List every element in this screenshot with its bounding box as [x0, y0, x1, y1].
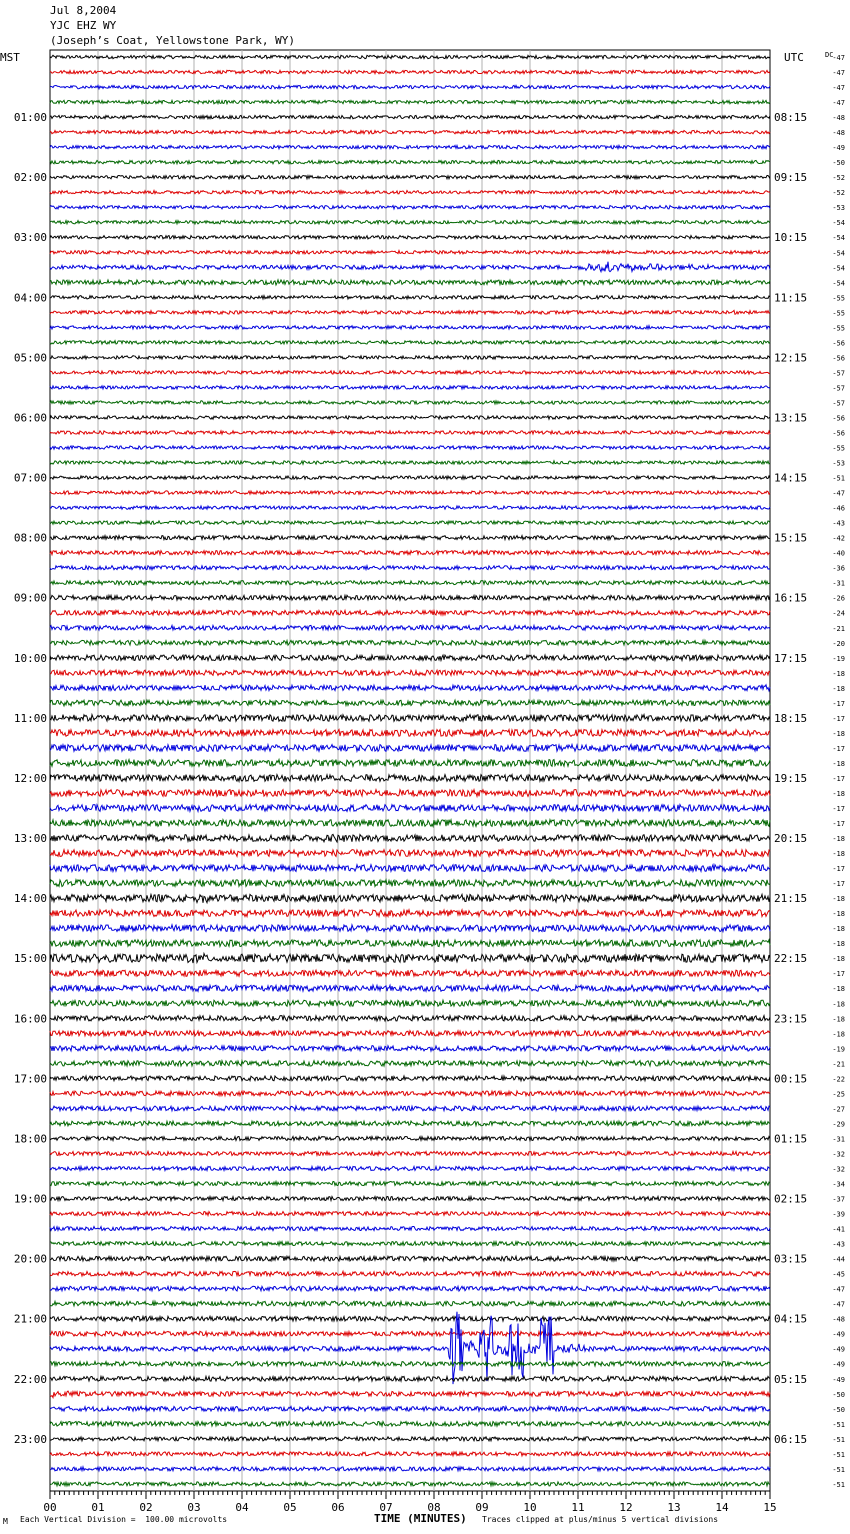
dc-offset-label: -45 — [832, 1270, 845, 1279]
trace-line — [50, 206, 770, 209]
dc-offset-label: -19 — [832, 1045, 845, 1054]
dc-offset-label: -51 — [832, 1465, 845, 1474]
utc-hour-label: 23:15 — [774, 1012, 808, 1026]
dc-offset-label: -31 — [832, 1135, 845, 1144]
dc-offset-label: -18 — [832, 955, 845, 964]
x-tick-label: 15 — [763, 1501, 777, 1514]
trace-line — [50, 1437, 770, 1441]
utc-hour-label: 10:15 — [774, 231, 808, 245]
trace-line — [50, 760, 770, 767]
trace-line — [50, 1121, 770, 1126]
trace-line — [50, 1242, 770, 1246]
trace-line — [50, 1467, 770, 1471]
dc-offset-label: -18 — [832, 835, 845, 844]
utc-hour-label: 16:15 — [774, 591, 808, 605]
trace-line — [50, 670, 770, 675]
mst-hour-label: 09:00 — [13, 591, 47, 605]
trace-line — [50, 70, 770, 73]
dc-offset-label: -55 — [832, 309, 845, 318]
dc-offset-label: -57 — [832, 384, 845, 393]
x-axis-label: TIME (MINUTES) — [374, 1512, 467, 1525]
dc-offset-label: -50 — [832, 159, 845, 168]
trace-line — [50, 910, 770, 917]
utc-hour-label: 00:15 — [774, 1072, 808, 1086]
dc-offset-label: -48 — [832, 114, 845, 123]
dc-offset-label: -18 — [832, 789, 845, 798]
trace-line — [50, 1196, 770, 1200]
x-tick-label: 09 — [475, 1501, 489, 1514]
trace-line — [50, 476, 770, 479]
dc-offset-label: -21 — [832, 624, 845, 633]
trace-line — [50, 581, 770, 585]
clip-text: Traces clipped at plus/minus 5 vertical divisions — [482, 1515, 719, 1524]
trace-line — [50, 521, 770, 524]
x-tick-label: 12 — [619, 1501, 633, 1514]
dc-offset-label: -25 — [832, 1090, 845, 1099]
utc-hour-label: 22:15 — [774, 952, 808, 966]
trace-line — [50, 1031, 770, 1036]
trace-line — [50, 536, 770, 540]
dc-offset-label: -47 — [832, 69, 845, 78]
dc-offset-label: -41 — [832, 1225, 845, 1234]
mst-hour-label: 16:00 — [13, 1012, 47, 1026]
dc-offset-label: -57 — [832, 369, 845, 378]
trace-line — [50, 1166, 770, 1170]
chart-date: Jul 8,2004 — [50, 4, 117, 17]
x-tick-label: 07 — [379, 1501, 393, 1514]
dc-offset-label: -17 — [832, 699, 845, 708]
utc-hour-label: 15:15 — [774, 531, 808, 545]
dc-offset-label: -17 — [832, 774, 845, 783]
x-tick-label: 01 — [91, 1501, 105, 1514]
trace-line — [50, 730, 770, 737]
dc-offset-label: -50 — [832, 1405, 845, 1414]
dc-offset-label: -47 — [832, 84, 845, 93]
mst-hour-label: 15:00 — [13, 952, 47, 966]
dc-offset-label: -17 — [832, 865, 845, 874]
trace-line — [50, 775, 770, 782]
dc-offset-label: -21 — [832, 1060, 845, 1069]
trace-line — [50, 310, 770, 314]
trace-line — [50, 115, 770, 118]
trace-line — [50, 566, 770, 570]
dc-offset-label: -52 — [832, 189, 845, 198]
scale-text: Each Vertical Division = 100.00 microvolts — [20, 1515, 228, 1524]
trace-line — [50, 715, 770, 722]
dc-offset-label: -18 — [832, 925, 845, 934]
dc-offset-label: -17 — [832, 970, 845, 979]
trace-line — [50, 865, 770, 872]
trace-line — [50, 1421, 770, 1426]
dc-offset-label: -18 — [832, 1015, 845, 1024]
dc-offset-label: -22 — [832, 1075, 845, 1084]
trace-line — [50, 1016, 770, 1021]
utc-hour-label: 01:15 — [774, 1132, 808, 1146]
trace-line — [50, 175, 770, 178]
mst-hour-label: 01:00 — [13, 111, 47, 125]
trace-line — [50, 1452, 770, 1456]
trace-line — [50, 625, 770, 630]
trace-line — [50, 1361, 770, 1366]
trace-line — [50, 506, 770, 509]
dc-offset-label: -18 — [832, 850, 845, 859]
mst-hour-label: 05:00 — [13, 351, 47, 365]
trace-line — [50, 1482, 770, 1486]
dc-offset-label: -19 — [832, 654, 845, 663]
trace-line — [50, 1227, 770, 1231]
trace-line — [50, 1136, 770, 1140]
dc-offset-label: -24 — [832, 609, 845, 618]
dc-offset-label: -49 — [832, 1345, 845, 1354]
trace-line — [50, 551, 770, 555]
trace-line — [50, 356, 770, 359]
dc-offset-label: -49 — [832, 144, 845, 153]
dc-offset-label: -56 — [832, 414, 845, 423]
x-tick-label: 03 — [187, 1501, 201, 1514]
dc-header-label: DC — [825, 51, 834, 59]
trace-line — [50, 341, 770, 344]
trace-line — [50, 850, 770, 857]
dc-offset-label: -42 — [832, 534, 845, 543]
dc-offset-label: -47 — [832, 489, 845, 498]
mst-hour-label: 14:00 — [13, 892, 47, 906]
mst-hour-label: 19:00 — [13, 1192, 47, 1206]
dc-offset-label: -47 — [832, 1300, 845, 1309]
dc-offset-label: -51 — [832, 1435, 845, 1444]
trace-line — [50, 145, 770, 148]
utc-hour-label: 08:15 — [774, 111, 808, 125]
mst-hour-label: 23:00 — [13, 1432, 47, 1446]
trace-line — [50, 1316, 770, 1321]
dc-offset-label: -18 — [832, 895, 845, 904]
utc-hour-label: 18:15 — [774, 711, 808, 725]
trace-line — [50, 1376, 770, 1381]
trace-line — [50, 100, 770, 103]
dc-offset-label: -55 — [832, 444, 845, 453]
dc-offset-label: -20 — [832, 639, 845, 648]
trace-line — [50, 1256, 770, 1261]
trace-line — [50, 221, 770, 224]
trace-line — [50, 1212, 770, 1216]
dc-offset-label: -48 — [832, 1315, 845, 1324]
dc-offset-label: -51 — [832, 1480, 845, 1489]
mst-hour-label: 07:00 — [13, 471, 47, 485]
dc-offset-label: -56 — [832, 354, 845, 363]
dc-offset-label: -54 — [832, 234, 845, 243]
chart-station: YJC EHZ WY — [50, 19, 117, 32]
plot-traces — [50, 55, 770, 1486]
trace-line — [50, 985, 770, 991]
trace-line — [50, 191, 770, 194]
trace-line — [50, 85, 770, 88]
trace-line — [50, 280, 770, 285]
x-tick-label: 14 — [715, 1501, 729, 1514]
trace-line — [50, 55, 770, 58]
trace-line — [50, 685, 770, 691]
trace-line — [50, 461, 770, 464]
dc-offset-label: -55 — [832, 294, 845, 303]
dc-offset-label: -18 — [832, 985, 845, 994]
dc-offset-label: -54 — [832, 219, 845, 228]
trace-line — [50, 401, 770, 404]
dc-offset-label: -44 — [832, 1255, 845, 1264]
mst-hour-label: 10:00 — [13, 651, 47, 665]
trace-line — [50, 251, 770, 254]
dc-offset-label: -49 — [832, 1375, 845, 1384]
trace-line — [50, 834, 770, 842]
chart-location: (Joseph’s Coat, Yellowstone Park, WY) — [50, 34, 296, 47]
trace-line — [50, 1151, 770, 1155]
dc-offset-label: -50 — [832, 1390, 845, 1399]
dc-offset-label: -46 — [832, 504, 845, 513]
trace-line — [50, 296, 770, 299]
trace-line — [50, 386, 770, 389]
dc-offset-label: -32 — [832, 1165, 845, 1174]
trace-line — [50, 1301, 770, 1306]
trace-line — [50, 1406, 770, 1411]
dc-offset-label: -43 — [832, 519, 845, 528]
trace-line — [50, 940, 770, 947]
dc-offset-label: -43 — [832, 1240, 845, 1249]
x-tick-label: 08 — [427, 1501, 441, 1514]
trace-line — [50, 262, 770, 272]
trace-line — [50, 236, 770, 239]
utc-hour-label: 12:15 — [774, 351, 808, 365]
dc-offset-label: -51 — [832, 474, 845, 483]
dc-offset-label: -18 — [832, 759, 845, 768]
dc-offset-label: -18 — [832, 940, 845, 949]
mst-hour-label: 22:00 — [13, 1372, 47, 1386]
trace-line — [50, 431, 770, 434]
dc-offset-label: -37 — [832, 1195, 845, 1204]
dc-offset-label: -48 — [832, 129, 845, 138]
trace-line — [50, 1331, 770, 1336]
dc-offset-label: -17 — [832, 880, 845, 889]
mst-hour-label: 11:00 — [13, 711, 47, 725]
mst-hour-label: 18:00 — [13, 1132, 47, 1146]
dc-offset-label: -47 — [832, 1285, 845, 1294]
dc-offset-label: -53 — [832, 204, 845, 213]
dc-offset-label: -17 — [832, 714, 845, 723]
trace-line — [50, 790, 770, 797]
trace-line — [50, 160, 770, 163]
dc-offset-label: -17 — [832, 805, 845, 813]
utc-hour-label: 17:15 — [774, 651, 808, 665]
trace-line — [50, 894, 770, 902]
trace-line — [50, 1271, 770, 1276]
trace-line — [50, 446, 770, 449]
mst-hour-label: 06:00 — [13, 411, 47, 425]
dc-offset-label: -32 — [832, 1150, 845, 1159]
utc-hour-label: 03:15 — [774, 1252, 808, 1266]
trace-line — [50, 416, 770, 419]
trace-line — [50, 970, 770, 976]
dc-offset-label: -27 — [832, 1105, 845, 1114]
dc-offset-label: -34 — [832, 1180, 845, 1189]
trace-line — [50, 326, 770, 329]
dc-offset-label: -47 — [832, 99, 845, 108]
dc-offset-label: -18 — [832, 729, 845, 738]
utc-hour-label: 11:15 — [774, 291, 808, 305]
mst-hour-label: 20:00 — [13, 1252, 47, 1266]
dc-offset-label: -49 — [832, 1330, 845, 1339]
trace-line — [50, 1091, 770, 1096]
dc-offset-label: -18 — [832, 684, 845, 693]
dc-offset-label: -18 — [832, 1000, 845, 1009]
dc-offset-label: -17 — [832, 820, 845, 829]
trace-line — [50, 130, 770, 133]
dc-offset-label: -56 — [832, 339, 845, 348]
dc-offset-label: -57 — [832, 399, 845, 408]
trace-line — [50, 655, 770, 660]
dc-offset-label: -18 — [832, 1030, 845, 1039]
utc-hour-label: 13:15 — [774, 411, 808, 425]
trace-line — [50, 1312, 770, 1384]
dc-offset-label: -29 — [832, 1120, 845, 1129]
dc-offset-label: -54 — [832, 249, 845, 258]
trace-line — [50, 1046, 770, 1051]
x-tick-label: 06 — [331, 1501, 345, 1514]
mst-hour-label: 04:00 — [13, 291, 47, 305]
trace-line — [50, 1061, 770, 1066]
trace-line — [50, 820, 770, 827]
x-tick-label: 04 — [235, 1501, 249, 1514]
utc-hour-label: 02:15 — [774, 1192, 808, 1206]
dc-offset-label: -31 — [832, 579, 845, 588]
dc-offset-label: -18 — [832, 669, 845, 678]
utc-hour-label: 04:15 — [774, 1312, 808, 1326]
mst-hour-label: 08:00 — [13, 531, 47, 545]
utc-hour-label: 06:15 — [774, 1432, 808, 1446]
dc-offset-label: -51 — [832, 1420, 845, 1429]
trace-line — [50, 371, 770, 374]
trace-line — [50, 954, 770, 964]
trace-line — [50, 595, 770, 600]
trace-line — [50, 880, 770, 887]
trace-line — [50, 805, 770, 812]
dc-offset-label: -55 — [832, 324, 845, 333]
mst-axis-label: MST — [0, 51, 20, 64]
trace-line — [50, 925, 770, 932]
trace-line — [50, 1181, 770, 1185]
dc-offset-label: -39 — [832, 1210, 845, 1219]
dc-offset-label: -36 — [832, 564, 845, 573]
dc-offset-label: -17 — [832, 744, 845, 753]
dc-offset-label: -51 — [832, 1450, 845, 1459]
trace-line — [50, 1286, 770, 1291]
mst-hour-label: 21:00 — [13, 1312, 47, 1326]
utc-axis-label: UTC — [784, 51, 804, 64]
utc-hour-label: 05:15 — [774, 1372, 808, 1386]
mst-hour-label: 12:00 — [13, 771, 47, 785]
mst-hour-label: 03:00 — [13, 231, 47, 245]
trace-line — [50, 640, 770, 645]
dc-offset-label: -54 — [832, 279, 845, 288]
x-tick-label: 13 — [667, 1501, 681, 1514]
trace-line — [50, 1000, 770, 1006]
dc-offset-label: -52 — [832, 174, 845, 183]
dc-offset-label: -18 — [832, 910, 845, 919]
dc-offset-label: -54 — [832, 264, 845, 273]
trace-line — [50, 1106, 770, 1111]
mst-hour-label: 17:00 — [13, 1072, 47, 1086]
trace-line — [50, 700, 770, 706]
utc-hour-label: 21:15 — [774, 892, 808, 906]
x-tick-label: 02 — [139, 1501, 153, 1514]
trace-line — [50, 1076, 770, 1081]
dc-offset-label: -53 — [832, 459, 845, 468]
trace-line — [50, 745, 770, 752]
dc-offset-label: -47 — [832, 54, 845, 62]
utc-hour-label: 20:15 — [774, 832, 808, 846]
x-tick-label: 10 — [523, 1501, 537, 1514]
trace-line — [50, 491, 770, 494]
x-tick-label: 00 — [43, 1501, 57, 1514]
plot-labels — [0, 51, 845, 1514]
utc-hour-label: 19:15 — [774, 771, 808, 785]
dc-offset-label: -49 — [832, 1360, 845, 1369]
trace-line — [50, 1391, 770, 1398]
x-tick-label: 11 — [571, 1501, 585, 1514]
mst-hour-label: 13:00 — [13, 832, 47, 846]
x-tick-label: 05 — [283, 1501, 297, 1514]
dc-offset-label: -40 — [832, 549, 845, 558]
utc-hour-label: 09:15 — [774, 171, 808, 185]
mst-hour-label: 02:00 — [13, 171, 47, 185]
trace-line — [50, 610, 770, 615]
corner-mark: M — [3, 1517, 8, 1526]
dc-offset-label: -56 — [832, 429, 845, 438]
dc-offset-label: -26 — [832, 594, 845, 603]
utc-hour-label: 14:15 — [774, 471, 808, 485]
